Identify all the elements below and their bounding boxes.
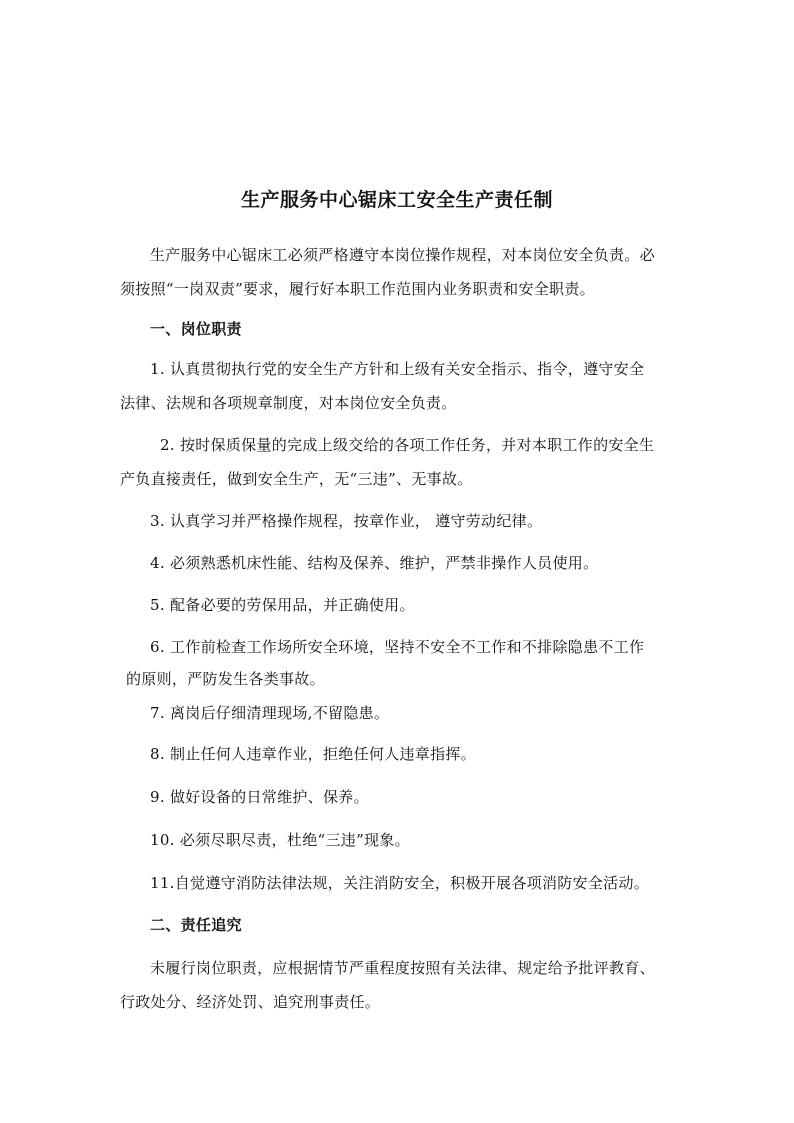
document-title: 生产服务中心锯床工安全生产责任制 [240, 189, 553, 211]
duty-item-4: 4. 必须熟悉机床性能、结构及保养、维护，严禁非操作人员使用。 [150, 554, 599, 572]
duty-item-7: 7. 离岗后仔细清理现场,不留隐患。 [150, 704, 390, 722]
duty-item-1: 1. 认真贯彻执行党的安全生产方针和上级有关安全指示、指令，遵守安全 [150, 360, 645, 378]
duty-item-10: 10. 必须尽职尽责，杜绝“三违”现象。 [150, 831, 410, 849]
duty-item-8: 8. 制止任何人违章作业，拒绝任何人违章指挥。 [150, 745, 476, 763]
accountability-line-2: 行政处分、经济处罚、追究刑事责任。 [120, 993, 381, 1011]
section-heading-duties: 一、岗位职责 [150, 320, 242, 338]
duty-item-2-cont: 产负直接责任，做到安全生产，无“三违”、无事故。 [120, 470, 473, 488]
duty-item-5: 5. 配备必要的劳保用品，并正确使用。 [150, 596, 415, 614]
duty-item-2: 2. 按时保质保量的完成上级交给的各项工作任务，并对本职工作的安全生 [160, 436, 655, 454]
duty-item-6-cont: 的原则，严防发生各类事故。 [126, 670, 325, 688]
section-heading-accountability: 二、责任追究 [150, 916, 242, 934]
duty-item-3: 3. 认真学习并严格操作规程，按章作业， 遵守劳动纪律。 [150, 512, 543, 530]
duty-item-11: 11.自觉遵守消防法律法规，关注消防安全，积极开展各项消防安全活动。 [150, 874, 650, 892]
duty-item-9: 9. 做好设备的日常维护、保养。 [150, 788, 369, 806]
duty-item-1-cont: 法律、法规和各项规章制度，对本岗位安全负责。 [120, 394, 457, 412]
duty-item-6: 6. 工作前检查工作场所安全环境，坚持不安全不工作和不排除隐患不工作 [150, 638, 645, 656]
intro-line-2: 须按照“一岗双责”要求，履行好本职工作范围内业务职责和安全职责。 [120, 280, 595, 298]
intro-line-1: 生产服务中心锯床工必须严格遵守本岗位操作规程，对本岗位安全负责。必 [150, 246, 655, 264]
intro-paragraph [120, 238, 680, 306]
accountability-line-1: 未履行岗位职责，应根据情节严重程度按照有关法律、规定给予批评教育、 [150, 959, 655, 977]
